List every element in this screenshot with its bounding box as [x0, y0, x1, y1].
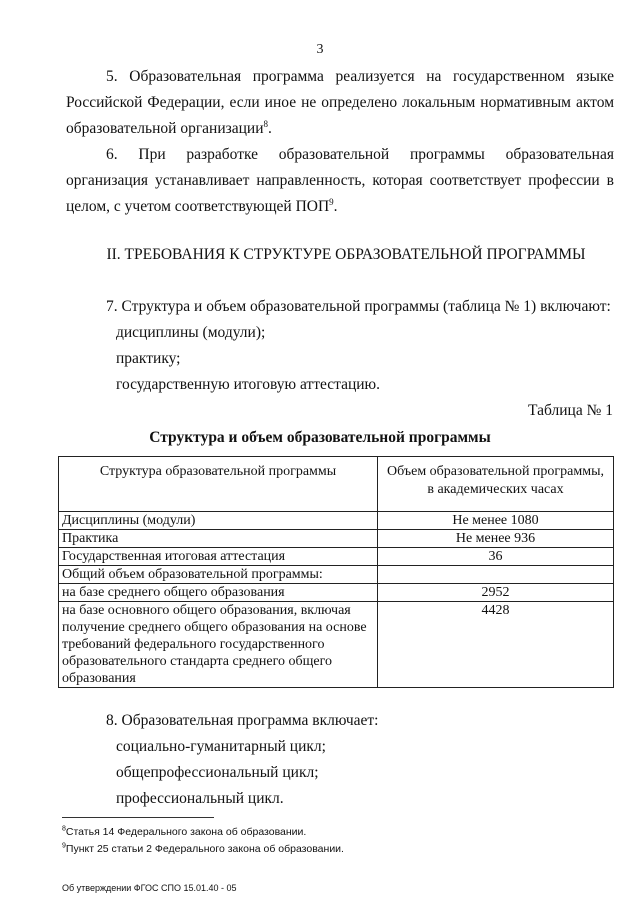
table-header-volume: Объем образовательной программы, в академических часах — [378, 457, 614, 512]
paragraph-6-text: 6. При разработке образовательной программы образовательная организация устанавливает направленность, которая соответствует профессии в целом, с учетом соответствующей ПОП — [66, 146, 614, 215]
item-7-sub-2: практику; — [116, 350, 181, 367]
item-7-sub-1: дисциплины (модули); — [116, 324, 266, 341]
row-value: Не менее 1080 — [378, 512, 614, 530]
row-label: Дисциплины (модули) — [59, 512, 378, 530]
page-number: 3 — [316, 42, 324, 57]
footnote-9: $^9$Пункт 25 статьи 2 Федерального закона об образовании. — [62, 842, 344, 855]
table-row — [59, 602, 614, 688]
table-header-structure: Структура образовательной программы — [59, 457, 378, 512]
table-title: Структура и объем образовательной программы — [149, 429, 491, 446]
table-row — [59, 512, 614, 530]
structure-table — [58, 456, 614, 688]
paragraph-5-text: 5. Образовательная программа реализуется на государственном языке Российской Федерации, если иное не определено локальным нормативным актом образовательной организации — [66, 68, 614, 137]
footnote-8: $^8$Статья 14 Федерального закона об образовании. — [62, 825, 307, 838]
table-row — [59, 548, 614, 566]
footnote-divider — [62, 817, 214, 818]
row-label: Практика — [59, 530, 378, 548]
row-label: Общий объем образовательной программы: — [59, 566, 378, 584]
row-label: Государственная итоговая аттестация — [59, 548, 378, 566]
row-value: Не менее 936 — [378, 530, 614, 548]
row-value — [378, 566, 614, 584]
row-label: на базе основного общего образования, включая получение среднего общего образования на основе требований федерального государственного образовательного стандарта среднего общего образования — [59, 602, 378, 688]
row-value: 2952 — [378, 584, 614, 602]
footnote-ref-8[interactable]: 8 — [263, 118, 269, 129]
table-row — [59, 566, 614, 584]
item-7-sub-3: государственную итоговую аттестацию. — [116, 376, 381, 393]
item-8-sub-1: социально-гуманитарный цикл; — [116, 738, 326, 755]
table-row — [59, 584, 614, 602]
row-value: 4428 — [378, 602, 614, 688]
table-header-row — [59, 457, 614, 512]
row-label: на базе среднего общего образования — [59, 584, 378, 602]
item-7-heading: 7. Структура и объем образовательной программы (таблица № 1) включают: — [106, 298, 611, 315]
page-footer: Об утверждении ФГОС СПО 15.01.40 - 05 — [62, 883, 237, 893]
item-8-sub-2: общепрофессиональный цикл; — [116, 764, 319, 781]
item-8-sub-3: профессиональный цикл. — [116, 790, 284, 807]
paragraph-5: 5. Образовательная программа реализуется на государственном языке Российской Федерации, если иное не определено локальным нормативным актом образовательной организации$^8$. — [66, 68, 614, 137]
paragraph-6: 6. При разработке образовательной программы образовательная организация устанавливает направленность, которая соответствует профессии в целом, с учетом соответствующей ПОП$^9$. — [66, 146, 614, 215]
table-row — [59, 530, 614, 548]
section-heading: II. ТРЕБОВАНИЯ К СТРУКТУРЕ ОБРАЗОВАТЕЛЬНОЙ ПРОГРАММЫ — [106, 246, 586, 263]
row-value: 36 — [378, 548, 614, 566]
table-label: Таблица № 1 — [528, 402, 613, 419]
footnote-ref-9[interactable]: 9 — [329, 196, 334, 207]
item-8-heading: 8. Образовательная программа включает: — [106, 712, 379, 729]
